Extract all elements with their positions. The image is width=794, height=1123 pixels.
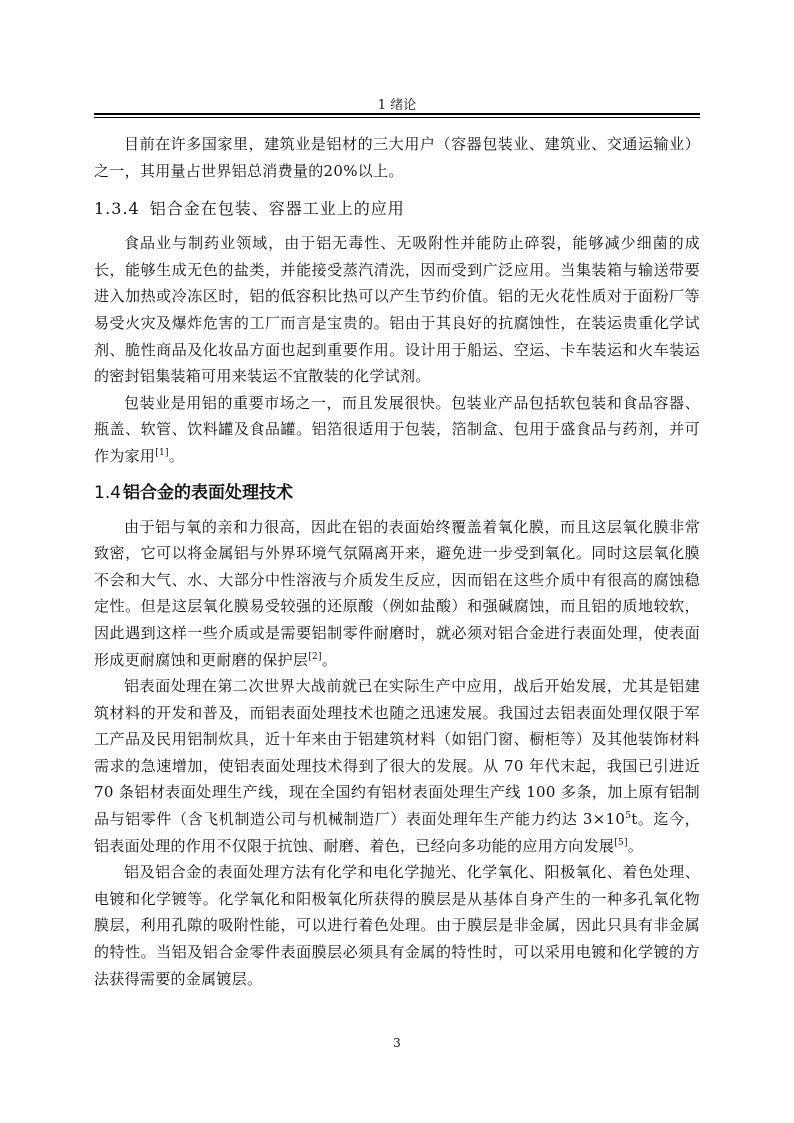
paragraph	[94, 390, 700, 470]
section-title: 铝合金的表面处理技术	[123, 482, 294, 503]
paragraph	[94, 514, 700, 674]
paragraph	[94, 673, 700, 859]
section-number: 1.4	[94, 482, 122, 503]
citation-ref: [1]	[155, 447, 169, 458]
paragraph-end: 。	[168, 446, 185, 465]
page-number: 3	[393, 1036, 401, 1050]
paragraph-text: 铝表面处理在第二次世界大战前就已在实际生产中应用，战后开始发展，尤其是铝建筑材料的开发和普及，而铝表面处理技术也随之迅速发展。我国过去铝表面处理仅限于军工产品及民用铝制炊具，近十年来由于铝建筑材料（如铝门窗、橱柜等）及其他装饰材料需求的急速增加，使铝表面处理技术得到了很大的发展。从 70 年代末起，我国已引进近 70 条铝材表面处理生产线，现在全国约有铝材表面处理生产线 100 多条，加上原有铝制品与铝零件（含飞机制造公司与机械制造厂）表面处理年生产能力约达 3×10	[94, 677, 700, 829]
paragraph-intro: 目前在许多国家里，建筑业是铝材的三大用户（容器包装业、建筑业、交通运输业）之一，其用量占世界铝总消费量的20%以上。	[94, 135, 700, 180]
header-rule	[94, 113, 700, 115]
page-body	[94, 131, 700, 992]
section-heading-1-4	[94, 480, 700, 506]
paragraph-text-cont: t。迄今，铝表面处理的作用不仅限于抗蚀、耐磨、着色，已经向多功能的应用方向发展	[94, 810, 700, 855]
citation-ref: [2]	[308, 651, 322, 662]
subsection-number: 1.3.4	[94, 199, 140, 219]
subsection-title: 铝合金在包装、容器工业上的应用	[149, 199, 405, 219]
paragraph: 铝及铝合金的表面处理方法有化学和电化学抛光、化学氧化、阳极氧化、着色处理、电镀和化学镀等。化学氧化和阳极氧化所获得的膜层是从基体自身产生的一种多孔氧化物膜层，利用孔隙的吸附性能，可以进行着色处理。由于膜层是非金属，因此只具有非金属的特性。当铝及铝合金零件表面膜层必须具有金属的特性时，可以采用电镀和化学镀的方法获得需要的金属镀层。	[94, 863, 700, 988]
paragraph-text: 由于铝与氧的亲和力很高，因此在铝的表面始终覆盖着氧化膜，而且这层氧化膜非常致密，它可以将金属铝与外界环境气氛隔离开来，避免进一步受到氧化。同时这层氧化膜不会和大气、水、大部分中性溶液与介质发生反应，因而铝在这些介质中有很高的腐蚀稳定性。但是这层氧化膜易受较强的还原酸（例如盐酸）和强碱腐蚀，而且铝的质地较软，因此遇到这样一些介质或是需要铝制零件耐磨时，就必须对铝合金进行表面处理，使表面形成更耐腐蚀和更耐磨的保护层	[94, 517, 700, 669]
exponent: 5	[625, 811, 632, 822]
paragraph-end: 。	[321, 650, 338, 669]
citation-ref: [5]	[614, 837, 628, 848]
subsection-heading-1-3-4	[94, 196, 700, 222]
running-header: 1 绪论	[377, 98, 417, 113]
header-rule-thin	[94, 117, 700, 118]
paragraph: 食品业与制药业领域，由于铝无毒性、无吸附性并能防止碎裂，能够减少细菌的成长，能够生成无色的盐类，并能接受蒸汽清洗，因而受到广泛应用。当集装箱与输送带要进入加热或冷冻区时，铝的低容积比热可以产生节约价值。铝的无火花性质对于面粉厂等易受火灾及爆炸危害的工厂而言是宝贵的。铝由于其良好的抗腐蚀性，在装运贵重化学试剂、脆性商品及化妆品方面也起到重要作用。设计用于船运、空运、卡车装运和火车装运的密封铝集装箱可用来装运不宜散装的化学试剂。	[94, 234, 700, 386]
paragraph-end: 。	[627, 836, 644, 855]
paragraph-text: 包装业是用铝的重要市场之一，而且发展很快。包装业产品包括软包装和食品容器、瓶盖、软管、饮料罐及食品罐。铝箔很适用于包装，箔制盒、包用于盛食品与药剂，并可作为家用	[94, 393, 700, 465]
